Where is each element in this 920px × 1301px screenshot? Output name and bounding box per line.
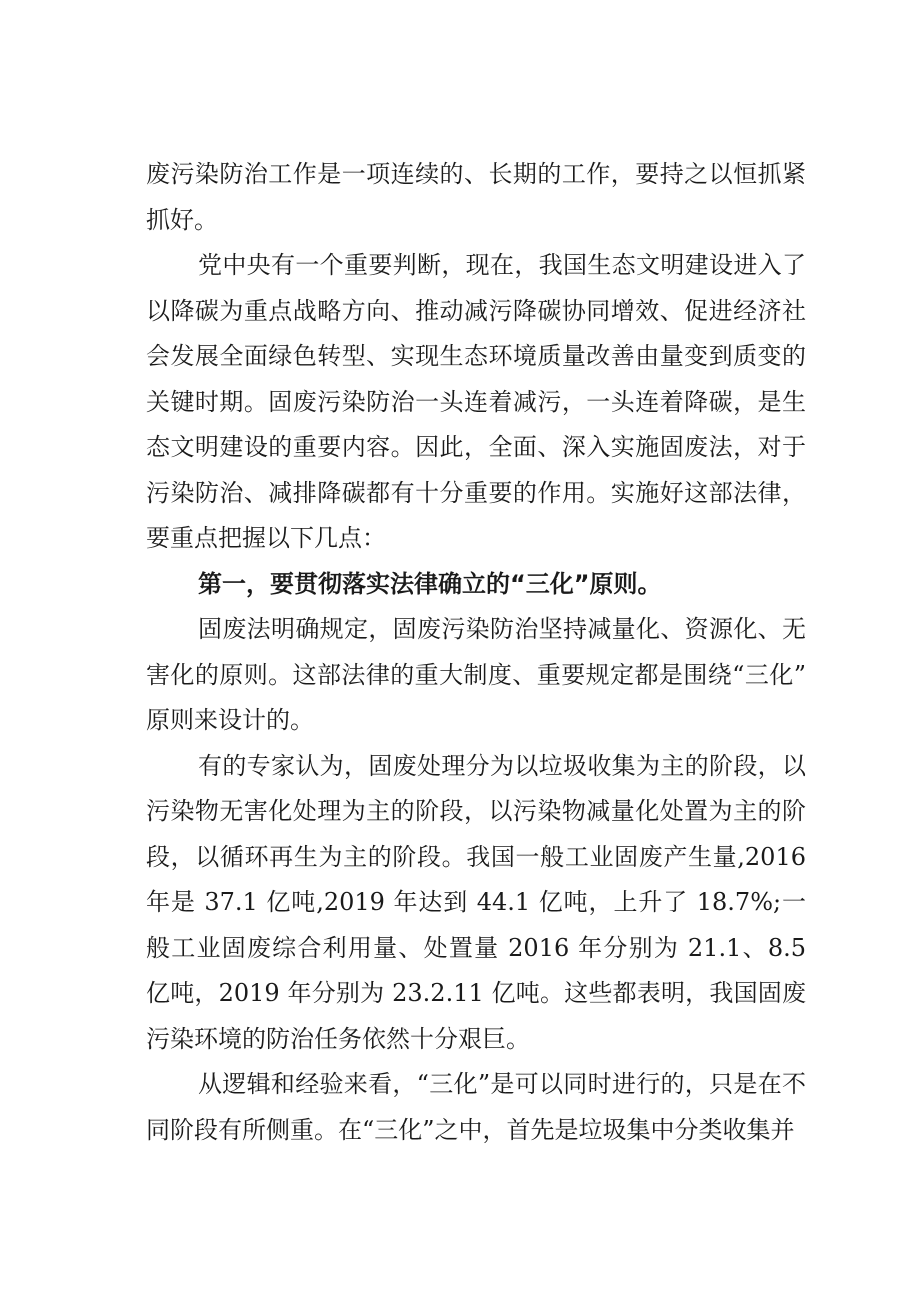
paragraph-expert-stages: 有的专家认为，固废处理分为以垃圾收集为主的阶段，以污染物无害化处理为主的阶段，以污染物减量化处置为主的阶段，以循环再生为主的阶段。我国一般工业固废产生量,2016 年是 37.1 亿吨,2019 年达到 44.1 亿吨，上升了 18.7%;一般工业固废综合利用量、处置量 2016 年分别为 21.1、8.5 亿吨，2019 年分别为 23.2.11 亿吨。这些都表明，我国固废污染环境的防治任务依然十分艰巨。 [146, 751, 806, 1053]
paragraph-logic-experience: 从逻辑和经验来看，“三化”是可以同时进行的，只是在不同阶段有所侧重。在“三化”之中，首先是垃圾集中分类收集并 [146, 1070, 806, 1144]
paragraph-continuation: 废污染防治工作是一项连续的、长期的工作，要持之以恒抓紧抓好。 [146, 160, 806, 234]
document-body [146, 152, 806, 1153]
section-heading-first: 第一，要贯彻落实法律确立的“三化”原则。 [198, 569, 662, 598]
paragraph-three-principles: 固废法明确规定，固废污染防治坚持减量化、资源化、无害化的原则。这部法律的重大制度、重要规定都是围绕“三化”原则来设计的。 [146, 615, 806, 734]
paragraph-party-judgment: 党中央有一个重要判断，现在，我国生态文明建设进入了以降碳为重点战略方向、推动减污降碳协同增效、促进经济社会发展全面绿色转型、实现生态环境质量改善由量变到质变的关键时期。固废污染防治一头连着减污，一头连着降碳，是生态文明建设的重要内容。因此，全面、深入实施固废法，对于污染防治、减排降碳都有十分重要的作用。实施好这部法律，要重点把握以下几点： [146, 251, 806, 552]
